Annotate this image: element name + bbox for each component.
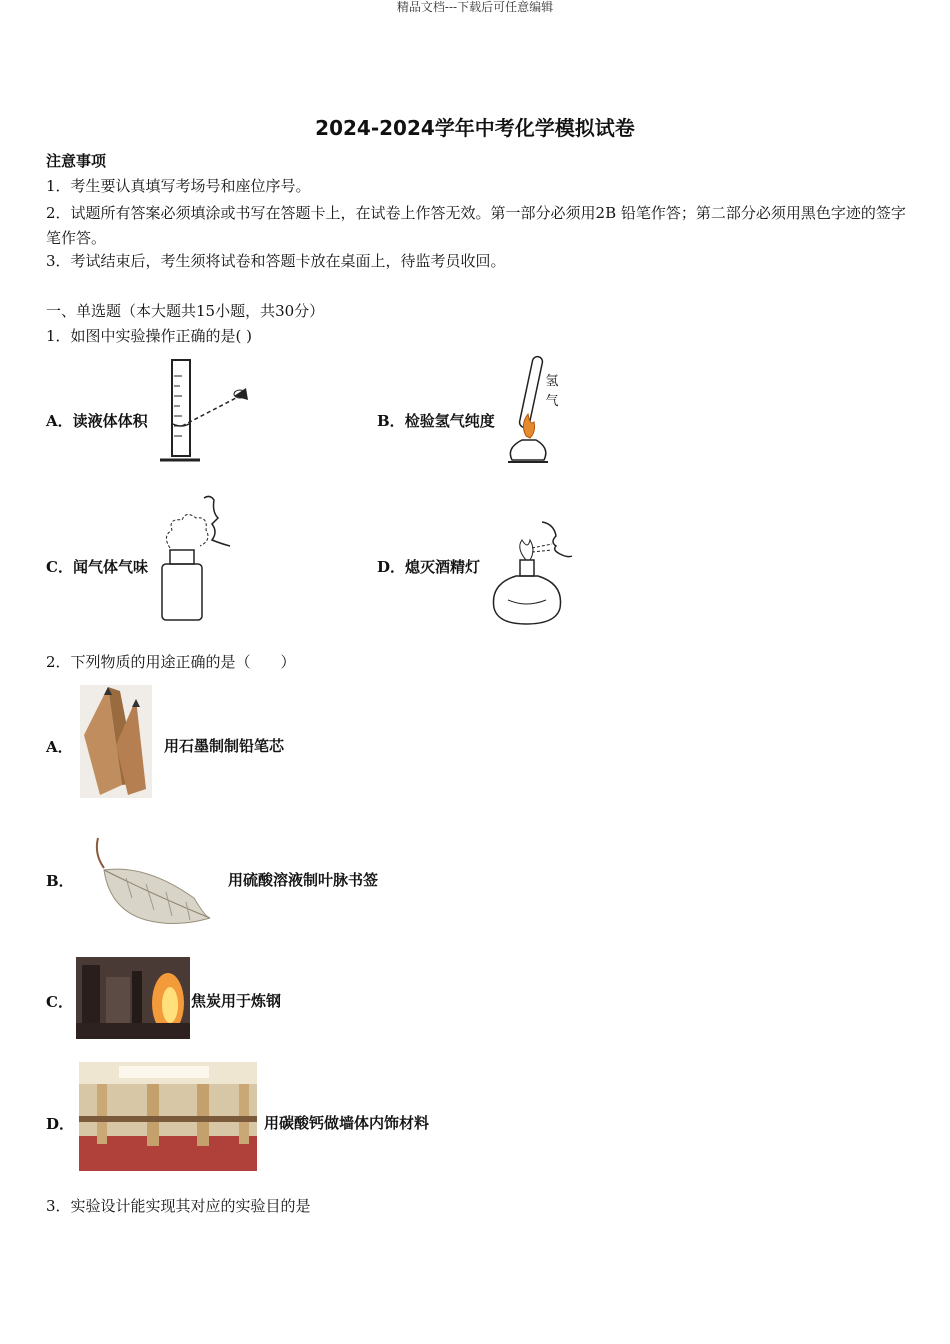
- q2-option-a-label: A．: [46, 738, 73, 756]
- q2-option-d-label: D．: [46, 1115, 75, 1133]
- q1-option-c-text: 闻气体气味: [72, 558, 148, 576]
- q3-stem: 3．实验设计能实现其对应的实验目的是: [46, 1197, 311, 1215]
- q1-option-d-label: D．: [377, 558, 406, 576]
- notice-heading: 注意事项: [46, 152, 107, 170]
- q1-option-d-text: 熄灭酒精灯: [405, 558, 481, 576]
- q2-option-c-text: 焦炭用于炼钢: [191, 992, 282, 1010]
- hall-interior-photo: [79, 1062, 257, 1171]
- q1-option-d: [377, 556, 480, 577]
- q1-option-b-text: 检验氢气纯度: [404, 412, 495, 430]
- q2-stem: 2．下列物质的用途正确的是（ ）: [46, 653, 296, 671]
- steel-furnace-photo: [76, 957, 190, 1039]
- section-heading: 一、单选题（本大题共15小题，共30分）: [46, 302, 325, 320]
- q1-option-b: [377, 410, 495, 431]
- q1-option-c-label: C．: [46, 558, 73, 576]
- page-title: 2024-2024学年中考化学模拟试卷: [315, 116, 635, 140]
- q2-option-b-label: B．: [46, 872, 74, 890]
- leaf-skeleton-photo: [76, 834, 216, 938]
- q1-stem: 1．如图中实验操作正确的是( ): [46, 327, 253, 345]
- alcohol-lamp-blow-illustration: [486, 516, 578, 628]
- q1-option-b-label: B．: [377, 412, 405, 430]
- notice-item-1: 1．考生要认真填写考场号和座位序号。: [46, 177, 311, 195]
- page-header: 精品文档---下载后可任意编辑: [396, 0, 554, 14]
- q1-option-c: [46, 556, 148, 577]
- q2-option-d-text: 用碳酸钙做墙体内饰材料: [264, 1114, 430, 1132]
- gas-bottle-smell-illustration: [156, 488, 240, 624]
- pencils-photo: [80, 685, 152, 798]
- q2-option-a-text: 用石墨制制铅笔芯: [164, 737, 285, 755]
- q1-option-a-label: A．: [46, 412, 73, 430]
- q2-option-c-label: C．: [46, 993, 73, 1011]
- notice-item-2: 2．试题所有答案必须填涂或书写在答题卡上，在试卷上作答无效。第一部分必须用2B 铅笔作答；第二部分必须用黑色字迹的签字笔作答。: [46, 204, 906, 247]
- q2-option-b-text: 用硫酸溶液制叶脉书签: [228, 871, 379, 889]
- notice-item-3: 3．考试结束后，考生须将试卷和答题卡放在桌面上，待监考员收回。: [46, 252, 506, 270]
- q1-option-a-text: 读液体体积: [72, 412, 148, 430]
- graduated-cylinder-illustration: [158, 356, 258, 468]
- hydrogen-tube-label: 氢气: [545, 374, 559, 409]
- q1-option-a: [46, 410, 148, 431]
